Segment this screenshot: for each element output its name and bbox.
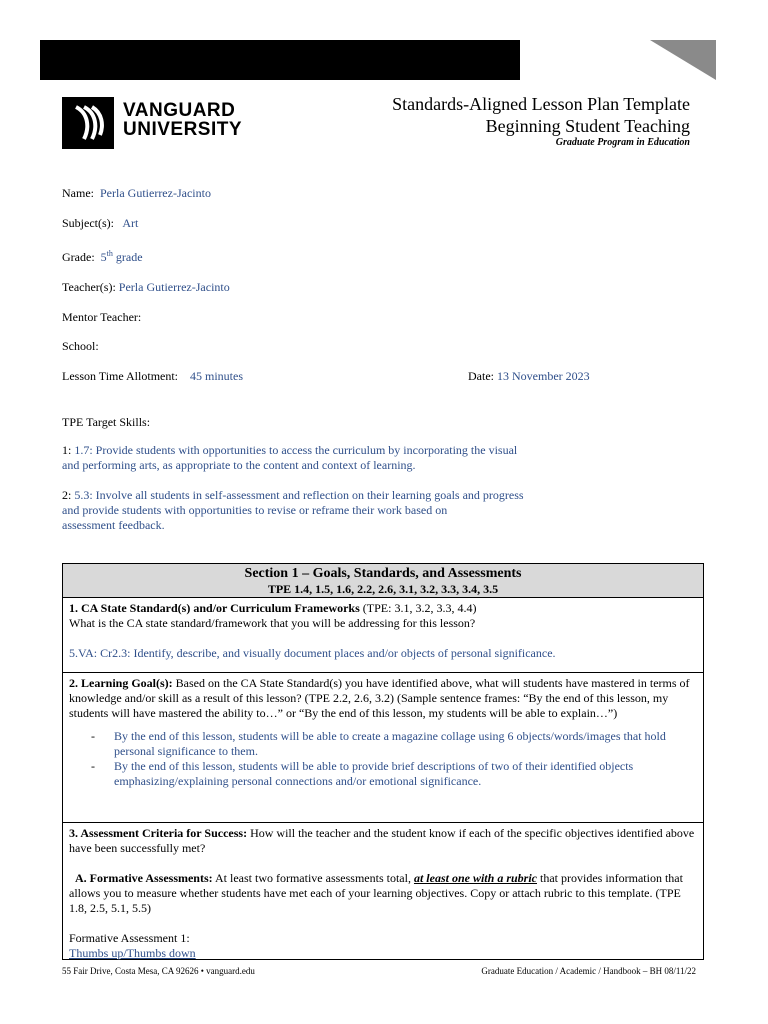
time-row <box>62 369 243 384</box>
mentor-label: Mentor Teacher: <box>62 310 142 324</box>
school-row <box>62 339 99 354</box>
teacher-label: Teacher(s): <box>62 280 116 294</box>
mentor-row <box>62 310 141 325</box>
standard-answer: 5.VA: Cr2.3: Identify, describe, and visually document places and/or objects of personal significance. <box>69 646 556 660</box>
formative-text-1: At least two formative assessments total, <box>212 871 414 885</box>
standard-label: 1. CA State Standard(s) and/or Curriculum Frameworks <box>69 601 360 615</box>
time-value: 45 minutes <box>190 369 244 383</box>
date-value: 13 November 2023 <box>497 369 590 383</box>
teacher-row <box>62 280 230 295</box>
grade-word: grade <box>115 250 143 264</box>
subject-label: Subject(s): <box>62 216 114 230</box>
vanguard-logo-icon <box>62 97 114 149</box>
goal-item: - By the end of this lesson, students will be able to create a magazine collage using 6 objects/words/images that hold personal significance to them. <box>69 729 697 759</box>
tpe-skill-1-line1: 1.7: Provide students with opportunities to access the curriculum by incorporating the visual <box>74 443 518 457</box>
standard-tpe: (TPE: 3.1, 3.2, 3.3, 4.4) <box>359 601 477 615</box>
grade-label: Grade: <box>62 250 95 264</box>
formative-paragraph <box>69 871 697 916</box>
wordmark-line2: UNIVERSITY <box>123 119 243 140</box>
footer-address: 55 Fair Drive, Costa Mesa, CA 92626 • vanguard.edu <box>62 966 255 976</box>
standard-question: What is the CA state standard/framework that you will be addressing for this lesson? <box>69 616 476 630</box>
corner-triangle <box>650 40 716 80</box>
learning-goals-cell <box>63 673 703 823</box>
tpe-skill-1 <box>62 443 517 473</box>
doc-subtitle: Graduate Program in Education <box>555 137 690 148</box>
assess-label: 3. Assessment Criteria for Success: <box>69 826 248 840</box>
goals-list <box>69 729 697 789</box>
grade-value <box>101 250 143 264</box>
wordmark-line1: VANGUARD <box>123 100 236 121</box>
goal-text: Based on the CA State Standard(s) you have identified above, what will students have mastered in terms of knowledge and/or skill as a result of this lesson? (TPE 2.2, 2.6, 3.2) (Sample sentence frames: “By the end of this lesson, my students will have mastered the ability to…” or “By the end of this lesson, my students will be able to explain…”) <box>69 676 690 720</box>
tpe-heading: TPE Target Skills: <box>62 415 151 429</box>
fa1-value: Thumbs up/Thumbs down <box>69 946 196 960</box>
subject-row <box>62 216 138 231</box>
grade-row <box>62 249 143 265</box>
header-band-slant <box>470 40 520 80</box>
teacher-value: Perla Gutierrez-Jacinto <box>118 280 230 294</box>
tpe-skill-2-line1: 5.3: Involve all students in self-assessment and reflection on their learning goals and progress <box>74 488 524 502</box>
formative-text-2: that provides information that allows you to measure whether students have met each of your learning objectives. Copy or attach rubric to this template. (TPE 1.8, 2.5, 5.1, 5.5) <box>69 871 683 915</box>
tpe-skill-1-prefix: 1: <box>62 443 75 457</box>
tpe-skill-1-line2: and performing arts, as appropriate to the content and context of learning. <box>62 458 416 472</box>
header-band <box>40 40 520 80</box>
university-wordmark <box>123 101 242 139</box>
doc-title: Standards-Aligned Lesson Plan Template <box>392 94 690 114</box>
school-label: School: <box>62 339 99 353</box>
section1-title: Section 1 – Goals, Standards, and Assessments <box>244 566 522 581</box>
standards-cell <box>63 598 703 673</box>
tpe-skill-2-line2: and provide students with opportunities to revise or reframe their work based on <box>62 503 448 517</box>
fa1-label: Formative Assessment 1: <box>69 931 190 945</box>
assess-text: How will the teacher and the student know if each of the specific objectives identified above have been successfully met? <box>69 826 695 855</box>
goal-item: - By the end of this lesson, students will be able to provide brief descriptions of two of their identified objects emphasizing/explaining personal connections and/or emotional significance. <box>69 759 697 789</box>
section1-tpe: TPE 1.4, 1.5, 1.6, 2.2, 2.6, 3.1, 3.2, 3.3, 3.4, 3.5 <box>267 582 499 596</box>
section1-header <box>63 564 703 598</box>
name-label: Name: <box>62 186 94 200</box>
goal-label: 2. Learning Goal(s): <box>69 676 173 690</box>
grade-suffix: th <box>106 249 113 258</box>
date-row <box>468 369 590 384</box>
formative-label: A. Formative Assessments: <box>75 871 213 885</box>
doc-title-line2: Beginning Student Teaching <box>485 116 690 136</box>
name-value: Perla Gutierrez-Jacinto <box>100 186 211 200</box>
footer-right: Graduate Education / Academic / Handbook – BH 08/11/22 <box>481 966 696 976</box>
name-row <box>62 186 211 201</box>
section1-table <box>62 563 704 960</box>
date-label: Date: <box>468 369 494 383</box>
grade-number: 5 <box>100 250 107 264</box>
tpe-skill-2-line3: assessment feedback. <box>62 518 165 532</box>
time-label: Lesson Time Allotment: <box>62 369 179 383</box>
formative-emphasis: at least one with a rubric <box>413 871 537 885</box>
tpe-skill-2-prefix: 2: <box>62 488 75 502</box>
assessment-cell <box>63 823 703 960</box>
tpe-skill-2 <box>62 488 524 533</box>
subject-value: Art <box>122 216 139 230</box>
